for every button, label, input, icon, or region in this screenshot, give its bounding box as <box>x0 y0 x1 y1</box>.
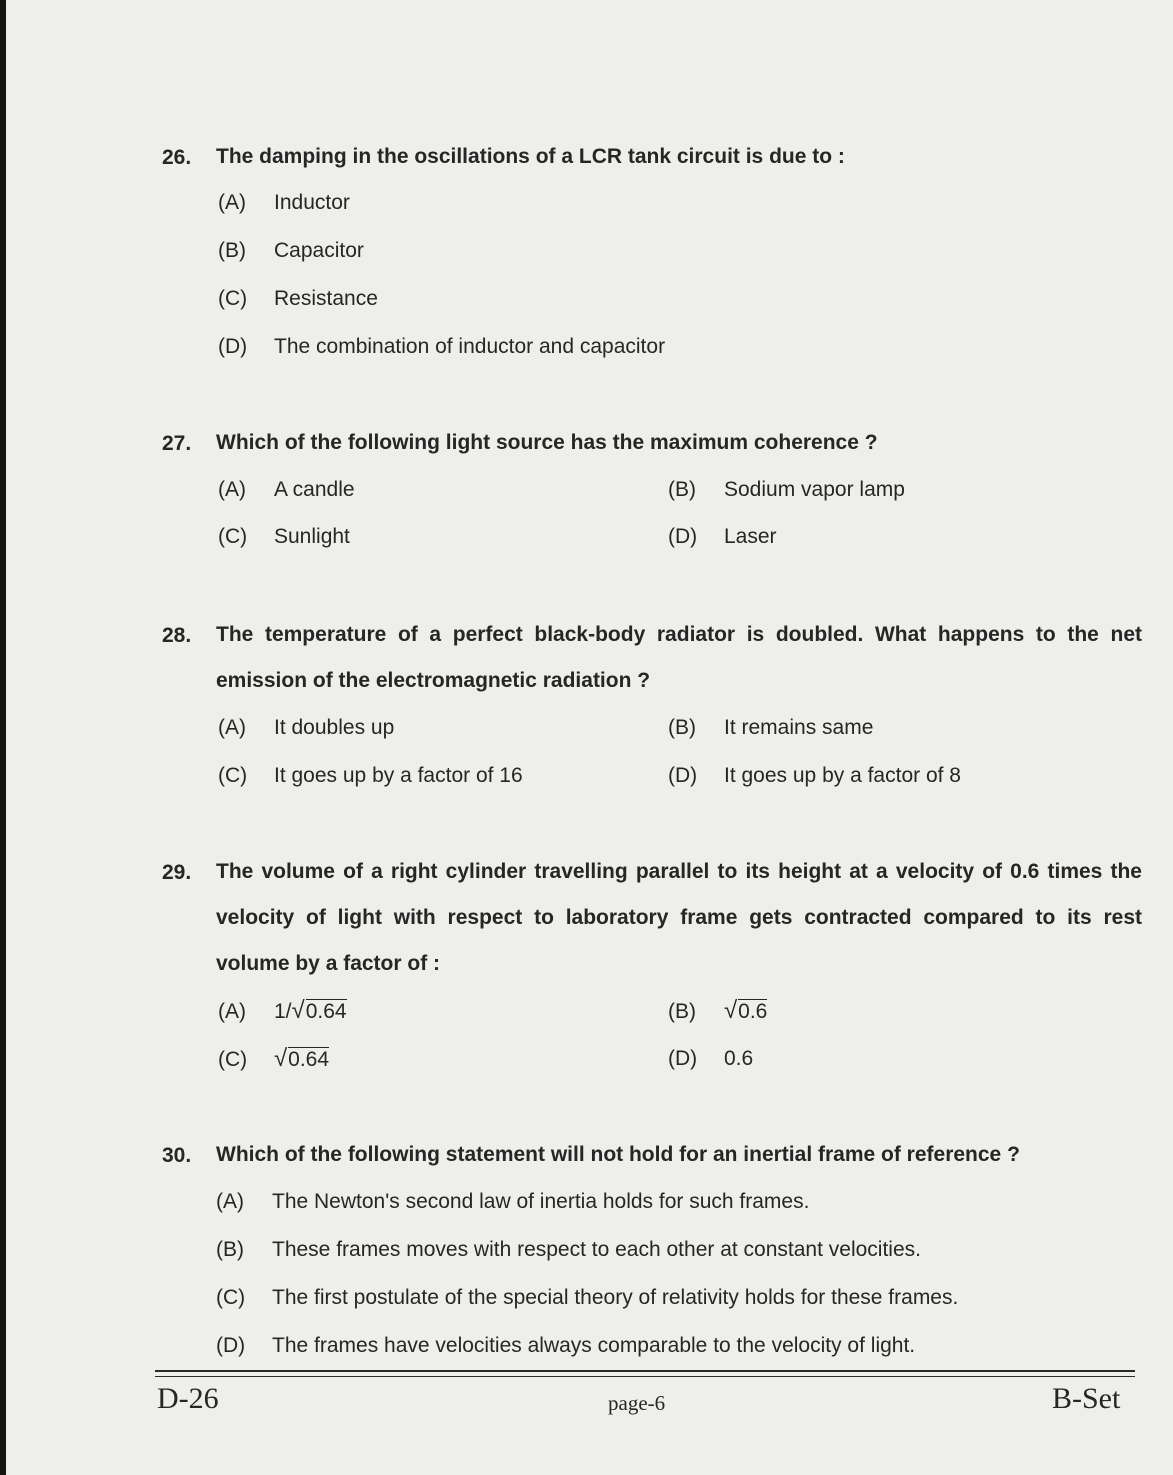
option-d <box>668 764 961 788</box>
option-d <box>216 1334 915 1358</box>
option-label: (B) <box>668 478 696 501</box>
option-d <box>668 525 777 549</box>
square-root <box>292 999 347 1023</box>
option-a <box>216 1190 809 1214</box>
option-text: It goes up by a factor of 16 <box>274 764 523 787</box>
option-prefix: 1/ <box>274 1000 292 1024</box>
option-text: The first postulate of the special theory of relativity holds for these frames. <box>272 1286 959 1309</box>
footer-rule <box>155 1370 1135 1372</box>
option-label: (C) <box>216 1286 246 1309</box>
option-text: It doubles up <box>274 716 395 739</box>
radical-sign: √ <box>291 997 305 1025</box>
question-number: 30. <box>162 1144 192 1167</box>
question-text: Which of the following light source has the maximum coherence ? <box>216 431 878 454</box>
option-label: (B) <box>216 1238 244 1261</box>
option-text: The frames have velocities always comparable to the velocity of light. <box>272 1334 916 1357</box>
option-text: These frames moves with respect to each other at constant velocities. <box>272 1238 921 1261</box>
option-label: (A) <box>218 191 246 214</box>
option-text: The Newton's second law of inertia holds for such frames. <box>272 1190 810 1213</box>
option-b <box>668 716 873 740</box>
option-b <box>668 999 767 1024</box>
option-label: (A) <box>218 716 246 739</box>
option-label: (A) <box>218 1000 246 1024</box>
option-text: The combination of inductor and capacitor <box>274 335 666 358</box>
page-number: page-6 <box>608 1391 666 1415</box>
option-c <box>216 1286 958 1310</box>
option-b <box>216 1238 921 1262</box>
option-text: It goes up by a factor of 8 <box>724 764 961 787</box>
question-text: The damping in the oscillations of a LCR tank circuit is due to : <box>216 145 845 168</box>
question-text: The volume of a right cylinder travelling parallel to its height at a velocity of 0.6 times the velocity of light with respect to laboratory frame gets contracted compared to its rest volume by a factor of : <box>216 860 1142 975</box>
radical-sign: √ <box>274 1045 288 1073</box>
option-label: (D) <box>218 335 248 358</box>
option-a <box>218 191 350 215</box>
footer-rule-thin <box>155 1376 1135 1377</box>
square-root <box>724 999 767 1023</box>
option-b <box>668 478 905 502</box>
option-text: Capacitor <box>274 239 364 262</box>
question-text: Which of the following statement will not hold for an inertial frame of reference ? <box>216 1143 1020 1166</box>
option-text: It remains same <box>724 716 874 739</box>
option-label: (A) <box>216 1190 244 1213</box>
page-edge <box>0 0 6 1475</box>
radicand: 0.6 <box>738 1000 768 1023</box>
question-number: 29. <box>162 861 192 884</box>
option-c <box>218 1047 329 1072</box>
question-text: The temperature of a perfect black-body radiator is doubled. What happens to the net emission of the electromagnetic radiation ? <box>216 623 1142 692</box>
option-text: Inductor <box>274 191 350 214</box>
question-27 <box>162 431 1142 548</box>
option-label: (B) <box>668 1000 696 1024</box>
option-text: Resistance <box>274 287 378 310</box>
option-label: (C) <box>218 1048 248 1072</box>
question-26 <box>162 145 1142 358</box>
option-d <box>218 335 665 359</box>
option-label: (C) <box>218 764 248 787</box>
radicand: 0.64 <box>305 1000 347 1023</box>
question-30 <box>162 1143 1142 1357</box>
option-a <box>218 716 394 740</box>
option-text: Sunlight <box>274 525 350 548</box>
option-text: A candle <box>274 478 355 501</box>
option-c <box>218 287 378 311</box>
option-text: 0.6 <box>724 1047 754 1070</box>
option-label: (B) <box>218 239 246 262</box>
question-number: 27. <box>162 432 192 455</box>
question-29 <box>162 860 1142 1073</box>
set-label: B-Set <box>1052 1382 1121 1415</box>
option-a <box>218 478 355 502</box>
option-label: (D) <box>668 764 698 787</box>
option-c <box>218 764 523 788</box>
option-label: (D) <box>216 1334 246 1357</box>
option-label: (D) <box>668 525 698 548</box>
question-number: 26. <box>162 146 192 169</box>
option-label: (B) <box>668 716 696 739</box>
option-c <box>218 525 350 549</box>
square-root <box>274 1047 329 1071</box>
option-label: (D) <box>668 1047 698 1070</box>
radicand: 0.64 <box>288 1048 330 1071</box>
option-text: Laser <box>724 525 777 548</box>
question-number: 28. <box>162 624 192 647</box>
question-28 <box>162 623 1142 787</box>
option-label: (A) <box>218 478 246 501</box>
option-d <box>668 1047 753 1071</box>
option-text: Sodium vapor lamp <box>724 478 905 501</box>
option-b <box>218 239 364 263</box>
option-label: (C) <box>218 287 248 310</box>
option-a <box>218 999 347 1024</box>
radical-sign: √ <box>724 997 738 1025</box>
paper-code: D-26 <box>157 1382 219 1415</box>
option-label: (C) <box>218 525 248 548</box>
